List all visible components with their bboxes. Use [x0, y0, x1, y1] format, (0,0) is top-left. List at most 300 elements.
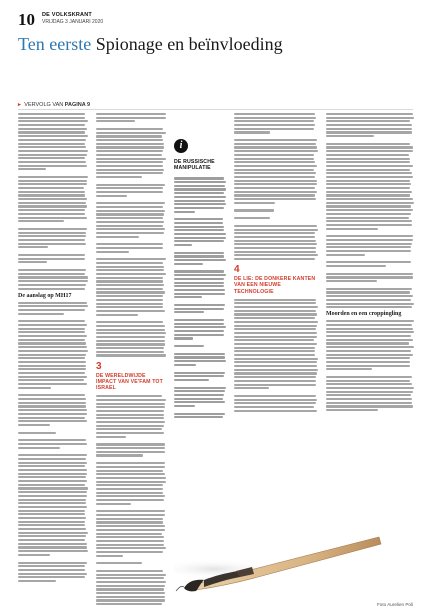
text-line: [174, 379, 209, 381]
text-line: [18, 420, 87, 422]
text-line: [234, 131, 270, 133]
text-line: [18, 379, 84, 381]
text-line: [326, 357, 410, 359]
text-line: [234, 358, 318, 360]
text-line: [96, 544, 164, 546]
text-line: [18, 273, 85, 275]
text-line: [18, 454, 87, 456]
text-line: [326, 273, 413, 275]
text-line: [18, 220, 64, 222]
text-line: [96, 258, 166, 260]
text-line: [96, 146, 164, 148]
text-line: [96, 470, 163, 472]
text-line: [326, 161, 410, 163]
text-line: [96, 495, 165, 497]
text-line: [174, 270, 224, 272]
text-line: [174, 413, 225, 415]
text-line: [96, 225, 163, 227]
text-line: [96, 206, 163, 208]
text-line: [326, 198, 413, 200]
text-line: [326, 191, 412, 193]
text-line: [96, 577, 164, 579]
text-line: [234, 384, 316, 386]
text-line: [18, 409, 87, 411]
text-line: [326, 243, 412, 245]
text-line: [326, 250, 411, 252]
text-line: [234, 343, 317, 345]
text-line: [326, 239, 413, 241]
text-line: [96, 551, 163, 553]
text-line: [18, 569, 85, 571]
text-line: [96, 266, 164, 268]
text-line: [18, 562, 87, 564]
text-line: [234, 187, 315, 189]
text-line: [96, 210, 165, 212]
page-headline: [18, 34, 283, 54]
text-line: [234, 124, 315, 126]
text-line: [18, 324, 87, 326]
text-line: [18, 228, 87, 230]
text-line: [96, 120, 135, 122]
text-line: [234, 232, 315, 234]
text-line: [18, 495, 87, 497]
text-line: [18, 465, 85, 467]
text-line: [174, 211, 195, 213]
text-line: [96, 135, 162, 137]
text-line: [96, 451, 165, 453]
text-line: [18, 258, 85, 260]
text-line: [174, 360, 226, 362]
text-line: [96, 588, 164, 590]
text-line: [234, 328, 316, 330]
text-line: [96, 161, 163, 163]
text-line: [234, 380, 316, 382]
text-line: [96, 436, 126, 438]
text-line: [96, 585, 165, 587]
text-line: [18, 387, 51, 389]
masthead: DE VOLKSKRANT: [42, 12, 92, 18]
text-line: [174, 296, 202, 298]
text-line: [18, 131, 85, 133]
body-text: [18, 113, 88, 290]
text-line: [18, 480, 87, 482]
text-line: [96, 351, 164, 353]
article-subhead: De aanslag op MH17: [18, 292, 72, 299]
text-line: [174, 375, 224, 377]
text-line: [234, 176, 315, 178]
text-line: [18, 254, 85, 256]
text-line: [326, 213, 411, 215]
text-line: [18, 458, 86, 460]
text-line: [96, 325, 165, 327]
text-line: [18, 302, 87, 304]
text-line: [326, 320, 414, 322]
text-line: [234, 410, 317, 412]
text-line: [96, 202, 165, 204]
text-line: [18, 331, 85, 333]
text-line: [96, 533, 162, 535]
text-line: [96, 247, 163, 249]
text-line: [18, 439, 86, 441]
article-column-2: [96, 113, 166, 605]
text-line: [18, 124, 85, 126]
text-line: [96, 329, 165, 331]
text-line: [96, 262, 163, 264]
text-line: [18, 180, 87, 182]
text-line: [174, 240, 224, 242]
text-line: [96, 191, 163, 193]
text-line: [326, 291, 410, 293]
text-line: [18, 232, 86, 234]
text-line: [326, 169, 410, 171]
text-line: [18, 502, 86, 504]
text-line: [234, 339, 314, 341]
text-line: [18, 576, 85, 578]
header-divider: [18, 109, 413, 110]
text-line: [234, 229, 318, 231]
text-line: [96, 499, 164, 501]
text-line: [18, 217, 87, 219]
text-line: [96, 343, 165, 345]
text-line: [96, 447, 165, 449]
text-line: [234, 113, 315, 115]
text-line: [326, 394, 411, 396]
article-subhead: Moorden en een croppingling: [326, 311, 402, 318]
text-line: [234, 325, 317, 327]
text-line: [326, 409, 378, 411]
text-line: [96, 473, 165, 475]
text-line: [18, 469, 87, 471]
text-line: [174, 394, 224, 396]
text-line: [96, 336, 165, 338]
text-line: [18, 128, 87, 130]
text-line: [96, 570, 163, 572]
text-line: [234, 180, 317, 182]
text-line: [18, 413, 87, 415]
text-line: [96, 443, 165, 445]
text-line: [326, 220, 412, 222]
text-line: [234, 258, 315, 260]
text-line: [326, 228, 378, 230]
text-line: [326, 172, 412, 174]
text-line: [234, 306, 318, 308]
text-line: [18, 239, 85, 241]
text-line: [234, 310, 316, 312]
text-line: [174, 192, 224, 194]
body-text: [234, 113, 318, 260]
text-line: [18, 368, 86, 370]
text-line: [174, 185, 225, 187]
text-line: [234, 361, 317, 363]
text-line: [18, 276, 88, 278]
text-line: [18, 198, 87, 200]
text-line: [18, 328, 85, 330]
text-line: [174, 274, 226, 276]
text-line: [18, 143, 85, 145]
text-line: [234, 169, 314, 171]
text-line: [326, 387, 414, 389]
body-text: [326, 113, 414, 308]
text-line: [96, 303, 163, 305]
text-line: [96, 454, 143, 456]
text-line: [234, 402, 316, 404]
text-line: [96, 232, 164, 234]
text-line: [18, 524, 85, 526]
text-line: [18, 165, 87, 167]
text-line: [18, 150, 88, 152]
text-line: [326, 324, 412, 326]
text-line: [96, 187, 163, 189]
text-line: [18, 517, 86, 519]
text-line: [96, 540, 164, 542]
text-line: [234, 313, 317, 315]
text-line: [96, 529, 165, 531]
section-number: 4: [234, 264, 240, 276]
text-line: [18, 528, 86, 530]
text-line: [96, 428, 162, 430]
text-line: [326, 205, 411, 207]
text-line: [234, 350, 315, 352]
text-line: [18, 443, 87, 445]
text-line: [174, 326, 226, 328]
text-line: [96, 143, 164, 145]
text-line: [18, 513, 85, 515]
text-line: [18, 554, 50, 556]
text-line: [96, 521, 163, 523]
text-line: [18, 539, 85, 541]
text-line: [96, 466, 165, 468]
text-line: [18, 113, 85, 115]
text-line: [96, 139, 163, 141]
text-line: [18, 357, 85, 359]
text-line: [18, 339, 85, 341]
text-line: [174, 222, 223, 224]
text-line: [174, 372, 225, 374]
text-line: [326, 391, 413, 393]
text-line: [326, 246, 411, 248]
text-line: [326, 368, 372, 370]
continuation-line: [18, 102, 90, 109]
text-line: [96, 269, 164, 271]
page-header: [18, 11, 413, 31]
text-line: [234, 139, 317, 141]
text-line: [96, 596, 165, 598]
text-line: [234, 317, 315, 319]
text-line: [174, 252, 224, 254]
text-line: [326, 235, 413, 237]
text-line: [234, 406, 314, 408]
text-line: [326, 383, 412, 385]
text-line: [326, 265, 386, 267]
text-line: [96, 603, 162, 605]
text-line: [326, 365, 410, 367]
text-line: [234, 243, 317, 245]
text-line: [174, 387, 226, 389]
article-column-3: [234, 113, 318, 413]
text-line: [96, 273, 166, 275]
text-line: [96, 410, 164, 412]
text-line: [18, 476, 86, 478]
section-title: DE WERELDWIJDE IMPACT VAN VE'FAM TOT ISRAEL: [96, 372, 163, 391]
text-line: [96, 555, 123, 557]
text-line: [18, 320, 85, 322]
text-line: [18, 243, 86, 245]
text-line: [234, 172, 316, 174]
text-line: [96, 354, 166, 356]
continuation-arrow-icon: ▸: [18, 102, 21, 108]
text-line: [18, 372, 85, 374]
text-line: [18, 213, 85, 215]
text-line: [174, 188, 226, 190]
text-line: [234, 302, 316, 304]
text-line: [234, 202, 275, 204]
text-line: [96, 421, 165, 423]
text-line: [96, 477, 166, 479]
text-line: [96, 213, 164, 215]
text-line: [96, 165, 163, 167]
text-line: [234, 194, 315, 196]
text-line: [326, 120, 410, 122]
text-line: [18, 135, 88, 137]
text-line: [326, 346, 414, 348]
text-line: [326, 380, 410, 382]
text-line: [18, 117, 85, 119]
text-line: [174, 259, 226, 261]
text-line: [96, 236, 139, 238]
text-line: [96, 169, 164, 171]
text-line: [18, 383, 87, 385]
text-line: [234, 128, 314, 130]
text-line: [234, 209, 274, 211]
text-line: [234, 369, 318, 371]
text-line: [326, 331, 414, 333]
text-line: [18, 499, 86, 501]
text-line: [326, 299, 411, 301]
text-line: [326, 154, 409, 156]
text-line: [326, 342, 409, 344]
text-line: [326, 117, 414, 119]
text-line: [326, 187, 410, 189]
text-line: [18, 376, 87, 378]
text-line: [18, 361, 86, 363]
text-line: [96, 291, 165, 293]
text-line: [174, 263, 203, 265]
text-line: [326, 354, 413, 356]
text-line: [326, 209, 413, 211]
text-line: [326, 254, 365, 256]
text-line: [96, 417, 164, 419]
text-line: [18, 405, 86, 407]
text-line: [234, 247, 316, 249]
text-line: [326, 295, 413, 297]
text-line: [326, 398, 412, 400]
text-line: [234, 158, 314, 160]
text-line: [96, 340, 165, 342]
text-line: [96, 492, 163, 494]
text-line: [96, 514, 165, 516]
text-line: [18, 269, 86, 271]
text-line: [18, 183, 87, 185]
text-line: [234, 236, 315, 238]
text-line: [326, 113, 413, 115]
text-line: [174, 229, 224, 231]
text-line: [18, 209, 85, 211]
text-line: [18, 510, 85, 512]
text-line: [174, 364, 196, 366]
text-line: [326, 405, 413, 407]
text-line: [96, 574, 166, 576]
text-line: [18, 546, 87, 548]
text-line: [96, 117, 166, 119]
text-line: [174, 181, 226, 183]
text-line: [326, 224, 412, 226]
section-title: DE LIE: DE DONKERE KANTEN VAN EEN NIEUWE TECHNOLOGIE: [234, 276, 316, 295]
text-line: [18, 288, 85, 290]
text-line: [96, 484, 163, 486]
text-line: [326, 183, 411, 185]
text-line: [96, 599, 165, 601]
text-line: [18, 120, 88, 122]
text-line: [174, 401, 225, 403]
text-line: [174, 244, 192, 246]
text-line: [174, 337, 193, 339]
text-line: [326, 176, 413, 178]
text-line: [326, 303, 414, 305]
text-line: [96, 284, 164, 286]
body-text: [326, 320, 414, 413]
text-line: [18, 309, 85, 311]
text-line: [96, 332, 166, 334]
text-line: [18, 473, 87, 475]
text-line: [96, 547, 166, 549]
text-line: [96, 295, 163, 297]
text-line: [18, 235, 86, 237]
text-line: [326, 288, 412, 290]
text-line: [326, 306, 412, 308]
text-line: [96, 347, 164, 349]
text-line: [234, 225, 317, 227]
text-line: [234, 251, 316, 253]
text-line: [174, 200, 225, 202]
text-line: [96, 314, 138, 316]
text-line: [234, 146, 317, 148]
text-line: [96, 581, 166, 583]
text-line: [234, 387, 269, 389]
text-line: [326, 402, 412, 404]
text-line: [96, 243, 163, 245]
text-line: [18, 532, 88, 534]
body-text: [96, 113, 166, 357]
text-line: [96, 395, 162, 397]
text-line: [234, 240, 316, 242]
text-line: [96, 536, 164, 538]
text-line: [326, 376, 412, 378]
text-line: [18, 161, 86, 163]
text-line: [18, 535, 86, 537]
text-line: [96, 128, 163, 130]
text-line: [326, 328, 413, 330]
text-line: [326, 150, 413, 152]
text-line: [96, 154, 162, 156]
text-line: [18, 335, 87, 337]
text-line: [174, 285, 224, 287]
text-line: [234, 183, 317, 185]
body-text: [96, 395, 166, 605]
text-line: [18, 417, 85, 419]
info-icon: i: [174, 139, 188, 153]
burnt-match-illustration: [174, 419, 414, 605]
text-line: [96, 172, 163, 174]
